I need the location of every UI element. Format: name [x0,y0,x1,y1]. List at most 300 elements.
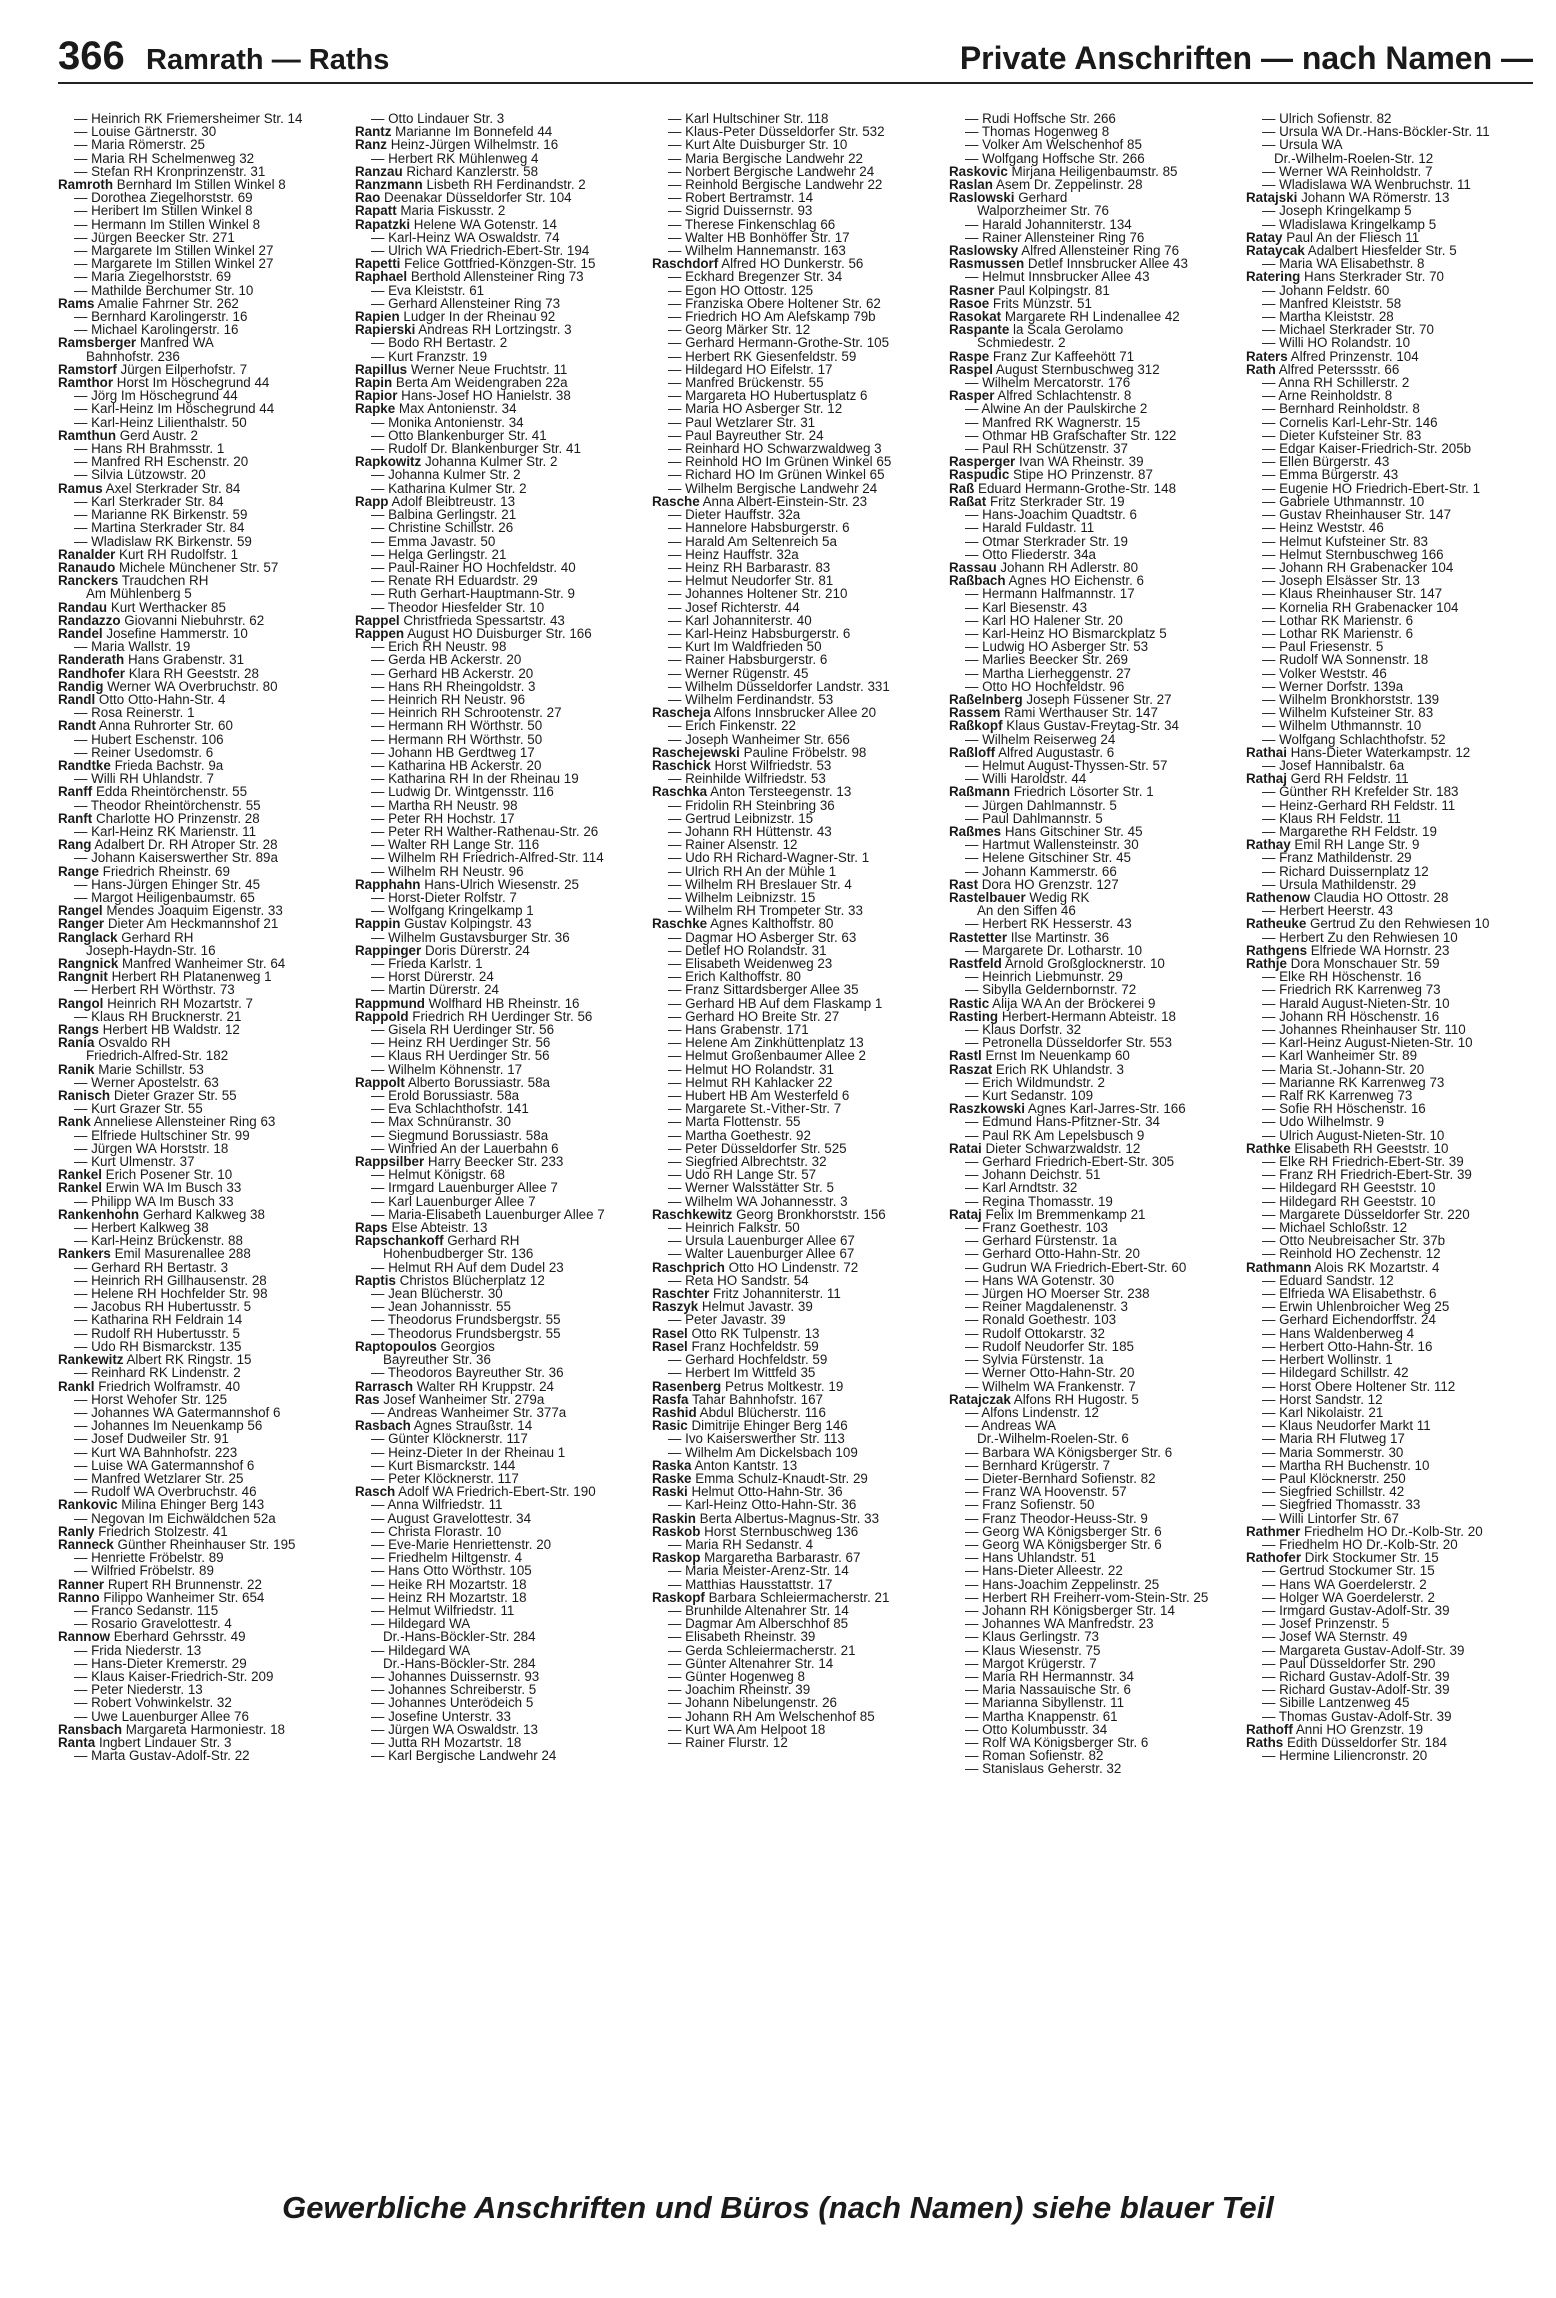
directory-entry: — Heinrich Liebmunstr. 29 [965,969,1123,985]
directory-entry: Dr.-Hans-Böckler-Str. 284 [383,1629,536,1645]
directory-entry: — Willi Lintorfer Str. 67 [1262,1510,1399,1526]
directory-entry: — Johann RH Höschenstr. 16 [1262,1008,1440,1024]
directory-entry: — Herbert RH Wörthstr. 73 [74,982,235,998]
directory-entry: — Marianna Sibyllenstr. 11 [965,1695,1125,1711]
directory-entry: — Maria Meister-Arenz-Str. 14 [668,1563,849,1579]
directory-entry: Raßmann Friedrich Lösorter Str. 1 [949,784,1154,800]
directory-entry: — Helmut Großenbaumer Allee 2 [668,1048,866,1064]
directory-entry: Dr.-Hans-Böckler-Str. 284 [383,1655,536,1671]
directory-entry: — Hubert HB Am Westerfeld 6 [668,1088,850,1104]
directory-entry: Rapschankoff Gerhard RH [355,1233,520,1249]
directory-entry: Raßmes Hans Gitschiner Str. 45 [949,823,1143,839]
directory-entry: — Karl Arndtstr. 32 [965,1180,1078,1196]
directory-entry: — Hildegard WA [371,1616,471,1632]
directory-entry: — Karl-Heinz Lilienthalstr. 50 [74,414,247,430]
directory-entry: — Helmut August-Thyssen-Str. 57 [965,757,1168,773]
directory-entry: — Wilhelm RH Neustr. 96 [371,863,524,879]
directory-entry: — Dieter Kufsteiner Str. 83 [1262,427,1422,443]
directory-entry: — Helga Gerlingstr. 21 [371,546,507,562]
directory-entry: — Ulrich August-Nieten-Str. 10 [1262,1127,1445,1143]
directory-entry: — Wilhelm RH Trompeter Str. 33 [668,903,863,919]
directory-entry: — Helmut Innsbrucker Allee 43 [965,269,1150,285]
directory-entry: Rapp Adolf Bleibtreustr. 13 [355,493,516,509]
directory-entry: Friedrich-Alfred-Str. 182 [86,1048,229,1064]
directory-entry: — Johann Deichstr. 51 [965,1167,1101,1183]
directory-entry: — Michael Sterkrader Str. 70 [1262,322,1434,338]
directory-entry: — Ursula WA [1262,137,1343,153]
directory-entry: — Wilfried Fröbelstr. 89 [74,1563,214,1579]
directory-entry: Ramus Axel Sterkrader Str. 84 [58,480,241,496]
directory-entry: — Gerhard Friedrich-Ebert-Str. 305 [965,1154,1175,1170]
directory-entry: Rapior Hans-Josef HO Hanielstr. 38 [355,388,571,404]
directory-entry: Dr.-Wilhelm-Roelen-Str. 12 [1274,150,1434,166]
directory-entry: — Margarete Düsseldorfer Str. 220 [1262,1206,1470,1222]
directory-entry: — Josefine Unterstr. 33 [371,1708,511,1724]
directory-entry: — Ralf RK Karrenweg 73 [1262,1088,1413,1104]
directory-entry: — Erwin Uhlenbroicher Weg 25 [1262,1299,1450,1315]
directory-entry: Rankel Erwin WA Im Busch 33 [58,1180,242,1196]
directory-column-2 [355,112,640,2152]
directory-entry: — Hildegard Schillstr. 42 [1262,1365,1409,1381]
directory-entry: — Erich Finkenstr. 22 [668,718,797,734]
directory-entry: — Harald Johanniterstr. 134 [965,216,1132,232]
directory-entry: — Karl-Heinz Habsburgerstr. 6 [668,625,851,641]
directory-entry: Ranner Rupert RH Brunnenstr. 22 [58,1576,262,1592]
directory-entry: — Rosa Reinerstr. 1 [74,705,195,721]
directory-entry: — Bodo RH Bertastr. 2 [371,335,508,351]
directory-entry: — Max Schnüranstr. 30 [371,1114,511,1130]
directory-entry: — Kurt Grazer Str. 55 [74,1101,203,1117]
directory-entry: Bayreuther Str. 36 [383,1352,491,1368]
directory-entry: — Uwe Lauenburger Allee 76 [74,1708,249,1724]
directory-entry: — Wilhelm Hannemanstr. 163 [668,243,846,259]
directory-entry: Randerath Hans Grabenstr. 31 [58,652,245,668]
directory-entry: Ramsberger Manfred WA [58,335,214,351]
directory-entry: — Martha RH Buchenstr. 10 [1262,1457,1430,1473]
directory-entry: — Helmut Königstr. 68 [371,1167,505,1183]
directory-entry: — Reta HO Sandstr. 54 [668,1272,809,1288]
directory-entry: — Margarete St.-Vither-Str. 7 [668,1101,842,1117]
directory-entry: Raschprich Otto HO Lindenstr. 72 [652,1259,859,1275]
directory-entry: — Karl Wanheimer Str. 89 [1262,1048,1418,1064]
directory-entry: Rataj Felix Im Bremmenkamp 21 [949,1206,1146,1222]
directory-entry: — Detlef HO Rolandstr. 31 [668,942,827,958]
directory-entry: Raßat Fritz Sterkrader Str. 19 [949,493,1125,509]
directory-entry: — Katharina RH In der Rheinau 19 [371,771,579,787]
directory-entry: — Klaus RH Uerdinger Str. 56 [371,1048,550,1064]
directory-entry: — Otto Kolumbusstr. 34 [965,1721,1108,1737]
directory-entry: — Sylvia Fürstenstr. 1a [965,1352,1104,1368]
directory-entry: Hohenbudberger Str. 136 [383,1246,534,1262]
directory-entry: — Wolfgang Hoffsche Str. 266 [965,150,1145,166]
directory-entry: — Dieter-Bernhard Sofienstr. 82 [965,1470,1156,1486]
directory-entry: — Ulrich Sofienstr. 82 [1262,112,1392,126]
directory-entry: — Klaus Gerlingstr. 73 [965,1629,1099,1645]
directory-entry: — Manfred RH Eschenstr. 20 [74,454,249,470]
directory-entry: Ratheuke Gertrud Zu den Rehwiesen 10 [1246,916,1490,932]
directory-entry: — Johann Feldstr. 60 [1262,282,1390,298]
directory-entry: — Karl Johanniterstr. 40 [668,612,812,628]
directory-entry: — Johann RH Hüttenstr. 43 [668,823,832,839]
directory-entry: Rappen August HO Duisburger Str. 166 [355,625,592,641]
directory-entry: — Theodorus Frundsbergstr. 55 [371,1312,561,1328]
directory-entry: — Wilhelm Ferdinandstr. 53 [668,691,834,707]
directory-entry: Rappold Friedrich RH Uerdinger Str. 56 [355,1008,593,1024]
directory-column-4 [949,112,1234,2152]
directory-entry: Ratai Dieter Schwarzwaldstr. 12 [949,1140,1141,1156]
directory-entry: Raters Alfred Prinzenstr. 104 [1246,348,1419,364]
directory-entry: — Peter RH Walther-Rathenau-Str. 26 [371,823,599,839]
directory-entry: — Margarete Im Stillen Winkel 27 [74,243,274,259]
directory-entry: Ranaudo Michele Münchener Str. 57 [58,559,279,575]
directory-entry: — Paul Wetzlarer Str. 31 [668,414,816,430]
directory-entry: Walporzheimer Str. 76 [977,203,1109,219]
directory-entry: Raschkewitz Georg Bronkhorststr. 156 [652,1206,886,1222]
directory-entry: Rasmussen Detlef Innsbrucker Allee 43 [949,256,1188,272]
directory-entry: — Karl Lauenburger Allee 7 [371,1193,536,1209]
directory-entry: — Rainer Habsburgerstr. 6 [668,652,828,668]
directory-entry: — Rudi Hoffsche Str. 266 [965,112,1116,126]
directory-entry: — Horst Dürerstr. 24 [371,969,494,985]
directory-entry: — Rolf WA Königsberger Str. 6 [965,1734,1149,1750]
directory-entry: — Herbert Heerstr. 43 [1262,903,1393,919]
directory-entry: — Elisabeth Weidenweg 23 [668,956,833,971]
directory-entry: — Eugenie HO Friedrich-Ebert-Str. 1 [1262,480,1481,496]
directory-entry: — Johannes Unterödeich 5 [371,1695,534,1711]
directory-entry: — Thomas Hogenweg 8 [965,124,1110,140]
directory-entry: Rathmer Friedhelm HO Dr.-Kolb-Str. 20 [1246,1523,1483,1539]
directory-entry: — Reiner Magdalenenstr. 3 [965,1299,1129,1315]
directory-entry: — Siegfried Schillstr. 42 [1262,1484,1405,1500]
directory-entry: — Gerhard Fürstenstr. 1a [965,1233,1117,1249]
directory-entry: — Gerhard RH Bertastr. 3 [74,1259,229,1275]
directory-entry: Rannow Eberhard Gehrsstr. 49 [58,1629,246,1645]
directory-entry: Rappin Gustav Kolpingstr. 43 [355,916,532,932]
directory-entry: — Roman Sofienstr. 82 [965,1748,1104,1764]
directory-entry: — Werner WA Reinholdstr. 7 [1262,163,1433,179]
directory-entry: Raths Edith Düsseldorfer Str. 184 [1246,1734,1447,1750]
directory-entry: Rania Osvaldo RH [58,1035,171,1051]
directory-entry: Raßkopf Klaus Gustav-Freytag-Str. 34 [949,718,1179,734]
directory-entry: — Martha Lierheggenstr. 27 [965,665,1131,681]
directory-entry: Rast Dora HO Grenzstr. 127 [949,876,1119,892]
directory-entry: — Gertrud Leibnizstr. 15 [668,810,814,826]
directory-entry: — Werner Rügenstr. 45 [668,665,809,681]
directory-entry: — Willi Haroldstr. 44 [965,771,1087,787]
directory-entry: — Werner Apostelstr. 63 [74,1074,219,1090]
directory-entry: — Wladislaw RK Birkenstr. 59 [74,533,252,549]
directory-entry: — Walter HB Bonhöffer Str. 17 [668,229,850,245]
directory-entry: — Hans-Joachim Quadtstr. 6 [965,507,1137,523]
directory-entry: — Peter Klöcknerstr. 117 [371,1470,519,1486]
directory-entry: — Wilhelm Kufsteiner Str. 83 [1262,705,1434,721]
directory-entry: Rathgens Elfriede WA Hornstr. 23 [1246,942,1450,958]
directory-entry: — Hermann Halfmannstr. 17 [965,586,1135,602]
directory-entry: — Marianne RK Birkenstr. 59 [74,507,248,523]
directory-entry: — Karl HO Halener Str. 20 [965,612,1123,628]
directory-entry: Randhofer Klara RH Geeststr. 28 [58,665,259,681]
directory-entry: Raschick Horst Wilfriedstr. 53 [652,757,832,773]
directory-entry: Ransbach Margareta Harmoniestr. 18 [58,1721,285,1737]
section-title: Private Anschriften — nach Namen — [959,40,1533,76]
directory-entry: — Karl Bergische Landwehr 24 [371,1748,557,1764]
directory-entry: — Gerda Schleiermacherstr. 21 [668,1642,856,1658]
directory-entry: Raslan Asem Dr. Zeppelinstr. 28 [949,177,1143,193]
directory-entry: — Otto HO Hochfeldstr. 96 [965,678,1125,694]
directory-entry: — Karl-Heinz WA Oswaldstr. 74 [371,229,560,245]
directory-entry: — Ludwig Dr. Wintgensstr. 116 [371,784,554,800]
directory-entry: — Friedhelm Hiltgenstr. 4 [371,1550,523,1566]
directory-entry: — Maria Nassauische Str. 6 [965,1682,1131,1698]
directory-entry: — Eduard Sandstr. 12 [1262,1272,1394,1288]
directory-entry: — Michael Schloßstr. 12 [1262,1220,1408,1236]
directory-entry: — Helene RH Hochfelder Str. 98 [74,1286,268,1302]
directory-entry: — Katharina RH Feldrain 14 [74,1312,243,1328]
directory-entry: — Harald Fuldastr. 11 [965,520,1095,536]
directory-entry: — Matthias Hausstattstr. 17 [668,1576,833,1592]
directory-entry: — Ursula Lauenburger Allee 67 [668,1233,855,1249]
directory-entry: — Jürgen WA Horststr. 18 [74,1140,229,1156]
directory-entry: — Hildegard WA [371,1642,471,1658]
directory-entry: — Hans-Dieter Kremerstr. 29 [74,1655,247,1671]
directory-entry: — Maria Bergische Landwehr 22 [668,150,864,166]
directory-entry: — Karl-Heinz Im Höschegrund 44 [74,401,275,417]
directory-entry: — Ursula WA Dr.-Hans-Böckler-Str. 11 [1262,124,1490,140]
directory-entry: — Emma Bürgerstr. 43 [1262,467,1399,483]
directory-entry: — Horst-Dieter Rolfstr. 7 [371,889,517,905]
directory-entry: — Karl-Heinz HO Bismarckplatz 5 [965,625,1167,641]
directory-entry: — Herbert RH Freiherr-vom-Stein-Str. 25 [965,1589,1209,1605]
directory-entry: — Mathilde Berchumer Str. 10 [74,282,254,298]
directory-entry: — Eckhard Bregenzer Str. 34 [668,269,843,285]
directory-entry: Rastic Alija WA An der Bröckerei 9 [949,995,1156,1011]
directory-entry: — Heinz Hauffstr. 32a [668,546,799,562]
directory-entry: — Hermann RH Wörthstr. 50 [371,718,543,734]
directory-entry: — Dagmar Am Alberschhof 85 [668,1616,849,1632]
directory-entry: — Wilhelm Köhnenstr. 17 [371,1061,523,1077]
directory-entry: Rathoff Anni HO Grenzstr. 19 [1246,1721,1424,1737]
directory-entry: Rankers Emil Masurenallee 288 [58,1246,251,1262]
directory-entry: — Heinz RH Mozartstr. 18 [371,1589,527,1605]
directory-entry: Raps Else Abteistr. 13 [355,1220,488,1236]
directory-entry: Randtke Frieda Bachstr. 9a [58,757,224,773]
directory-entry: — Hartmut Wallensteinstr. 30 [965,837,1139,853]
directory-entry: Rappinger Doris Dürerstr. 24 [355,942,530,958]
directory-entry: — Bernhard Karolingerstr. 16 [74,309,248,325]
directory-entry: — Ronald Goethestr. 103 [965,1312,1117,1328]
directory-entry: — Josef Dudweiler Str. 91 [74,1431,229,1447]
directory-entry: — Wilhelm RH Friedrich-Alfred-Str. 114 [371,850,604,866]
directory-entry: — Elke RH Friedrich-Ebert-Str. 39 [1262,1154,1464,1170]
directory-entry: — Erold Borussiastr. 58a [371,1088,520,1104]
directory-entry: — Rudolf RH Hubertusstr. 5 [74,1325,240,1341]
directory-entry: — Reiner Usedomstr. 6 [74,744,214,760]
directory-entry: Raskin Berta Albertus-Magnus-Str. 33 [652,1510,880,1526]
directory-entry: — Monika Antonienstr. 34 [371,414,524,430]
directory-entry: — Luise WA Gatermannshof 6 [74,1457,255,1473]
directory-entry: Ranckers Traudchen RH [58,573,209,589]
directory-entry: — Frida Niederstr. 13 [74,1642,202,1658]
directory-entry: Am Mühlenberg 5 [86,586,192,602]
directory-entry: — Josef WA Sternstr. 49 [1262,1629,1408,1645]
directory-entry: — Hildegard RH Geeststr. 10 [1262,1193,1436,1209]
directory-entry: — Werner Otto-Hahn-Str. 20 [965,1365,1135,1381]
directory-entry: — Henriette Fröbelstr. 89 [74,1550,224,1566]
directory-entry: Rathmann Alois RK Mozartstr. 4 [1246,1259,1440,1275]
directory-entry: — Erich Wildmundstr. 2 [965,1074,1105,1090]
directory-entry: — Marianne RK Karrenweg 73 [1262,1074,1445,1090]
directory-entry: Rasfa Tahar Bahnhofstr. 167 [652,1391,823,1407]
directory-entry: — Joseph Kringelkamp 5 [1262,203,1412,219]
directory-entry: Rasoe Frits Münzstr. 51 [949,295,1092,311]
directory-entry: — Eva Kleiststr. 61 [371,282,485,298]
directory-entry: Rasbach Agnes Straußstr. 14 [355,1418,533,1434]
directory-entry: Joseph-Haydn-Str. 16 [86,942,216,958]
directory-entry: Raszkowski Agnes Karl-Jarres-Str. 166 [949,1101,1186,1117]
directory-entry: — Gerhard Eichendorffstr. 24 [1262,1312,1436,1328]
directory-entry: Rapke Max Antonienstr. 34 [355,401,517,417]
directory-entry: — Wilhelm Uthmannstr. 10 [1262,718,1422,734]
directory-entry: — Alfons Lindenstr. 12 [965,1404,1099,1420]
directory-entry: — Barbara WA Königsberger Str. 6 [965,1444,1173,1460]
directory-entry: — Marta Flottenstr. 55 [668,1114,801,1130]
directory-entry: Range Friedrich Rheinstr. 69 [58,863,230,879]
directory-entry: — Wilhelm Gustavsburger Str. 36 [371,929,570,945]
directory-entry: — Elfriede Hultschiner Str. 99 [74,1127,250,1143]
directory-entry: — Udo RH Bismarckstr. 135 [74,1338,242,1354]
directory-entry: — Manfred RK Wagnerstr. 15 [965,414,1141,430]
directory-entry: — Herbert Kalkweg 38 [74,1220,209,1236]
directory-entry: — Manfred Brückenstr. 55 [668,375,824,391]
directory-entry: Raschka Anton Tersteegenstr. 13 [652,784,852,800]
directory-entry: Rathke Elisabeth RH Geeststr. 10 [1246,1140,1449,1156]
directory-entry: — Klaus Rheinhauser Str. 147 [1262,586,1443,602]
directory-entry: — Hannelore Habsburgerstr. 6 [668,520,850,536]
directory-entry: — Elisabeth Rheinstr. 39 [668,1629,816,1645]
directory-entry: — Hans-Dieter Alleestr. 22 [965,1563,1123,1579]
directory-entry: — Rosario Gravelottestr. 4 [74,1616,232,1632]
directory-entry: — Wolfgang Schlachthofstr. 52 [1262,731,1446,747]
directory-entry: — Rudolf WA Overbruchstr. 46 [74,1484,257,1500]
directory-entry: — Martin Dürerstr. 24 [371,982,499,998]
directory-entry: — Rainer Alsenstr. 12 [668,837,798,853]
directory-entry: — Edgar Kaiser-Friedrich-Str. 205b [1262,441,1472,457]
directory-entry: — Franz Sofienstr. 50 [965,1497,1095,1513]
directory-entry: Ramstorf Jürgen Eilperhofstr. 7 [58,361,248,377]
directory-entry: — Petronella Düsseldorfer Str. 553 [965,1035,1172,1051]
directory-entry: — Peter Javastr. 39 [668,1312,786,1328]
directory-entry: — Frieda Karlstr. 1 [371,956,483,971]
directory-entry: Rastetter Ilse Martinstr. 36 [949,929,1110,945]
directory-entry: — Ursula Mathildenstr. 29 [1262,876,1417,892]
directory-entry: Rasel Otto RK Tulpenstr. 13 [652,1325,820,1341]
directory-entry: Rastl Ernst Im Neuenkamp 60 [949,1048,1130,1064]
directory-entry: — Gerhard HO Breite Str. 27 [668,1008,840,1024]
directory-entry: — Gabriele Uthmannstr. 10 [1262,493,1425,509]
directory-entry: — Johannes Schreiberstr. 5 [371,1682,537,1698]
directory-entry: Randel Josefine Hammerstr. 10 [58,625,248,641]
directory-entry: — Holger WA Goerdelerstr. 2 [1262,1589,1435,1605]
directory-entry: — Johannes Rheinhauser Str. 110 [1262,1022,1466,1038]
directory-entry: — Johann Nibelungenstr. 26 [668,1695,837,1711]
directory-columns [58,112,1548,2152]
directory-entry: — Arne Reinholdstr. 8 [1262,388,1393,404]
directory-entry: — Rudolf Dr. Blankenburger Str. 41 [371,441,581,457]
directory-entry: — Friedrich RK Karrenweg 73 [1262,982,1441,998]
directory-entry: — Paul RH Schützenstr. 37 [965,441,1128,457]
directory-entry: — Wilhelm Bergische Landwehr 24 [668,480,878,496]
directory-entry: — Elke RH Höschenstr. 16 [1262,969,1422,985]
directory-entry: — Peter Niederstr. 13 [74,1682,203,1698]
directory-entry: — Erich RH Neustr. 98 [371,639,507,655]
directory-entry: — Gerhard Hermann-Grothe-Str. 105 [668,335,890,351]
directory-entry: — Marlies Beecker Str. 269 [965,652,1128,668]
directory-entry: — Cornelis Karl-Lehr-Str. 146 [1262,414,1438,430]
directory-entry: — Heinrich RK Friemersheimer Str. 14 [74,112,303,126]
directory-entry: — Franz RH Friedrich-Ebert-Str. 39 [1262,1167,1472,1183]
directory-entry: Raschter Fritz Johanniterstr. 11 [652,1286,841,1302]
directory-entry: — Therese Finkenschlag 66 [668,216,836,232]
directory-entry: — Martha Kleiststr. 28 [1262,309,1394,325]
directory-entry: — Günter Altenahrer Str. 14 [668,1655,834,1671]
directory-entry: — Kurt Sedanstr. 109 [965,1088,1094,1104]
directory-entry: — August Gravelottestr. 34 [371,1510,532,1526]
directory-entry: — Kornelia RH Grabenacker 104 [1262,599,1459,615]
directory-entry: — Harald August-Nieten-Str. 10 [1262,995,1450,1011]
directory-entry: — Martha Goethestr. 92 [668,1127,811,1143]
directory-entry: — Maria HO Asberger Str. 12 [668,401,843,417]
directory-entry: Rangnick Manfred Wanheimer Str. 64 [58,956,286,971]
directory-entry: Rapphahn Hans-Ulrich Wiesenstr. 25 [355,876,579,892]
directory-entry: Rapatt Maria Fiskusstr. 2 [355,203,506,219]
directory-entry: Raptopoulos Georgios [355,1338,495,1354]
directory-entry: — Karl-Heinz August-Nieten-Str. 10 [1262,1035,1473,1051]
directory-entry: Rasokat Margarete RH Lindenallee 42 [949,309,1180,325]
directory-entry: — Friedhelm HO Dr.-Kolb-Str. 20 [1262,1536,1458,1552]
directory-entry: — Katharina HB Ackerstr. 20 [371,757,542,773]
directory-entry: — Alwine An der Paulskirche 2 [965,401,1148,417]
directory-entry: — Regina Thomasstr. 19 [965,1193,1113,1209]
directory-entry: Raskopf Barbara Schleiermacherstr. 21 [652,1589,890,1605]
directory-entry: — Theodorus Frundsbergstr. 55 [371,1325,561,1341]
directory-entry: — Johann Kaiserswerther Str. 89a [74,850,278,866]
directory-entry: Rasting Herbert-Hermann Abteistr. 18 [949,1008,1176,1024]
directory-entry: Ratay Paul An der Fliesch 11 [1246,229,1420,245]
directory-entry: Rapetti Felice Gottfried-Könzgen-Str. 15 [355,256,596,272]
directory-entry: — Dorothea Ziegelhorststr. 69 [74,190,253,206]
directory-entry: Ranglack Gerhard RH [58,929,194,945]
directory-entry: — Maria RH Schelmenweg 32 [74,150,255,166]
directory-entry: Randazzo Giovanni Niebuhrstr. 62 [58,612,265,628]
directory-entry: — Herbert Otto-Hahn-Str. 16 [1262,1338,1433,1354]
directory-entry: — Gerhard HB Ackerstr. 20 [371,665,534,681]
directory-entry: — Helmut Kufsteiner Str. 83 [1262,533,1428,549]
directory-entry: — Jörg Im Höschegrund 44 [74,388,238,404]
directory-entry: — Winfried An der Lauerbahn 6 [371,1140,559,1156]
directory-entry: Rankel Erich Posener Str. 10 [58,1167,233,1183]
directory-entry: — Jürgen WA Oswaldstr. 13 [371,1721,538,1737]
directory-entry: — Theodoros Bayreuther Str. 36 [371,1365,564,1381]
directory-entry: Rathofer Dirk Stockumer Str. 15 [1246,1550,1439,1566]
directory-entry: Ranneck Günther Rheinhauser Str. 195 [58,1536,296,1552]
directory-entry: — Hans Otto Wörthstr. 105 [371,1563,532,1579]
directory-entry: — Heinrich RH Gillhausenstr. 28 [74,1272,267,1288]
directory-entry: — Robert Bertramstr. 14 [668,190,814,206]
directory-entry: Ranff Edda Rheintörchenstr. 55 [58,784,248,800]
directory-entry: — Jürgen Beecker Str. 271 [74,229,235,245]
directory-entry: — Reinhard HO Schwarzwaldweg 3 [668,441,882,457]
directory-entry: Raskob Horst Sternbuschweg 136 [652,1523,859,1539]
